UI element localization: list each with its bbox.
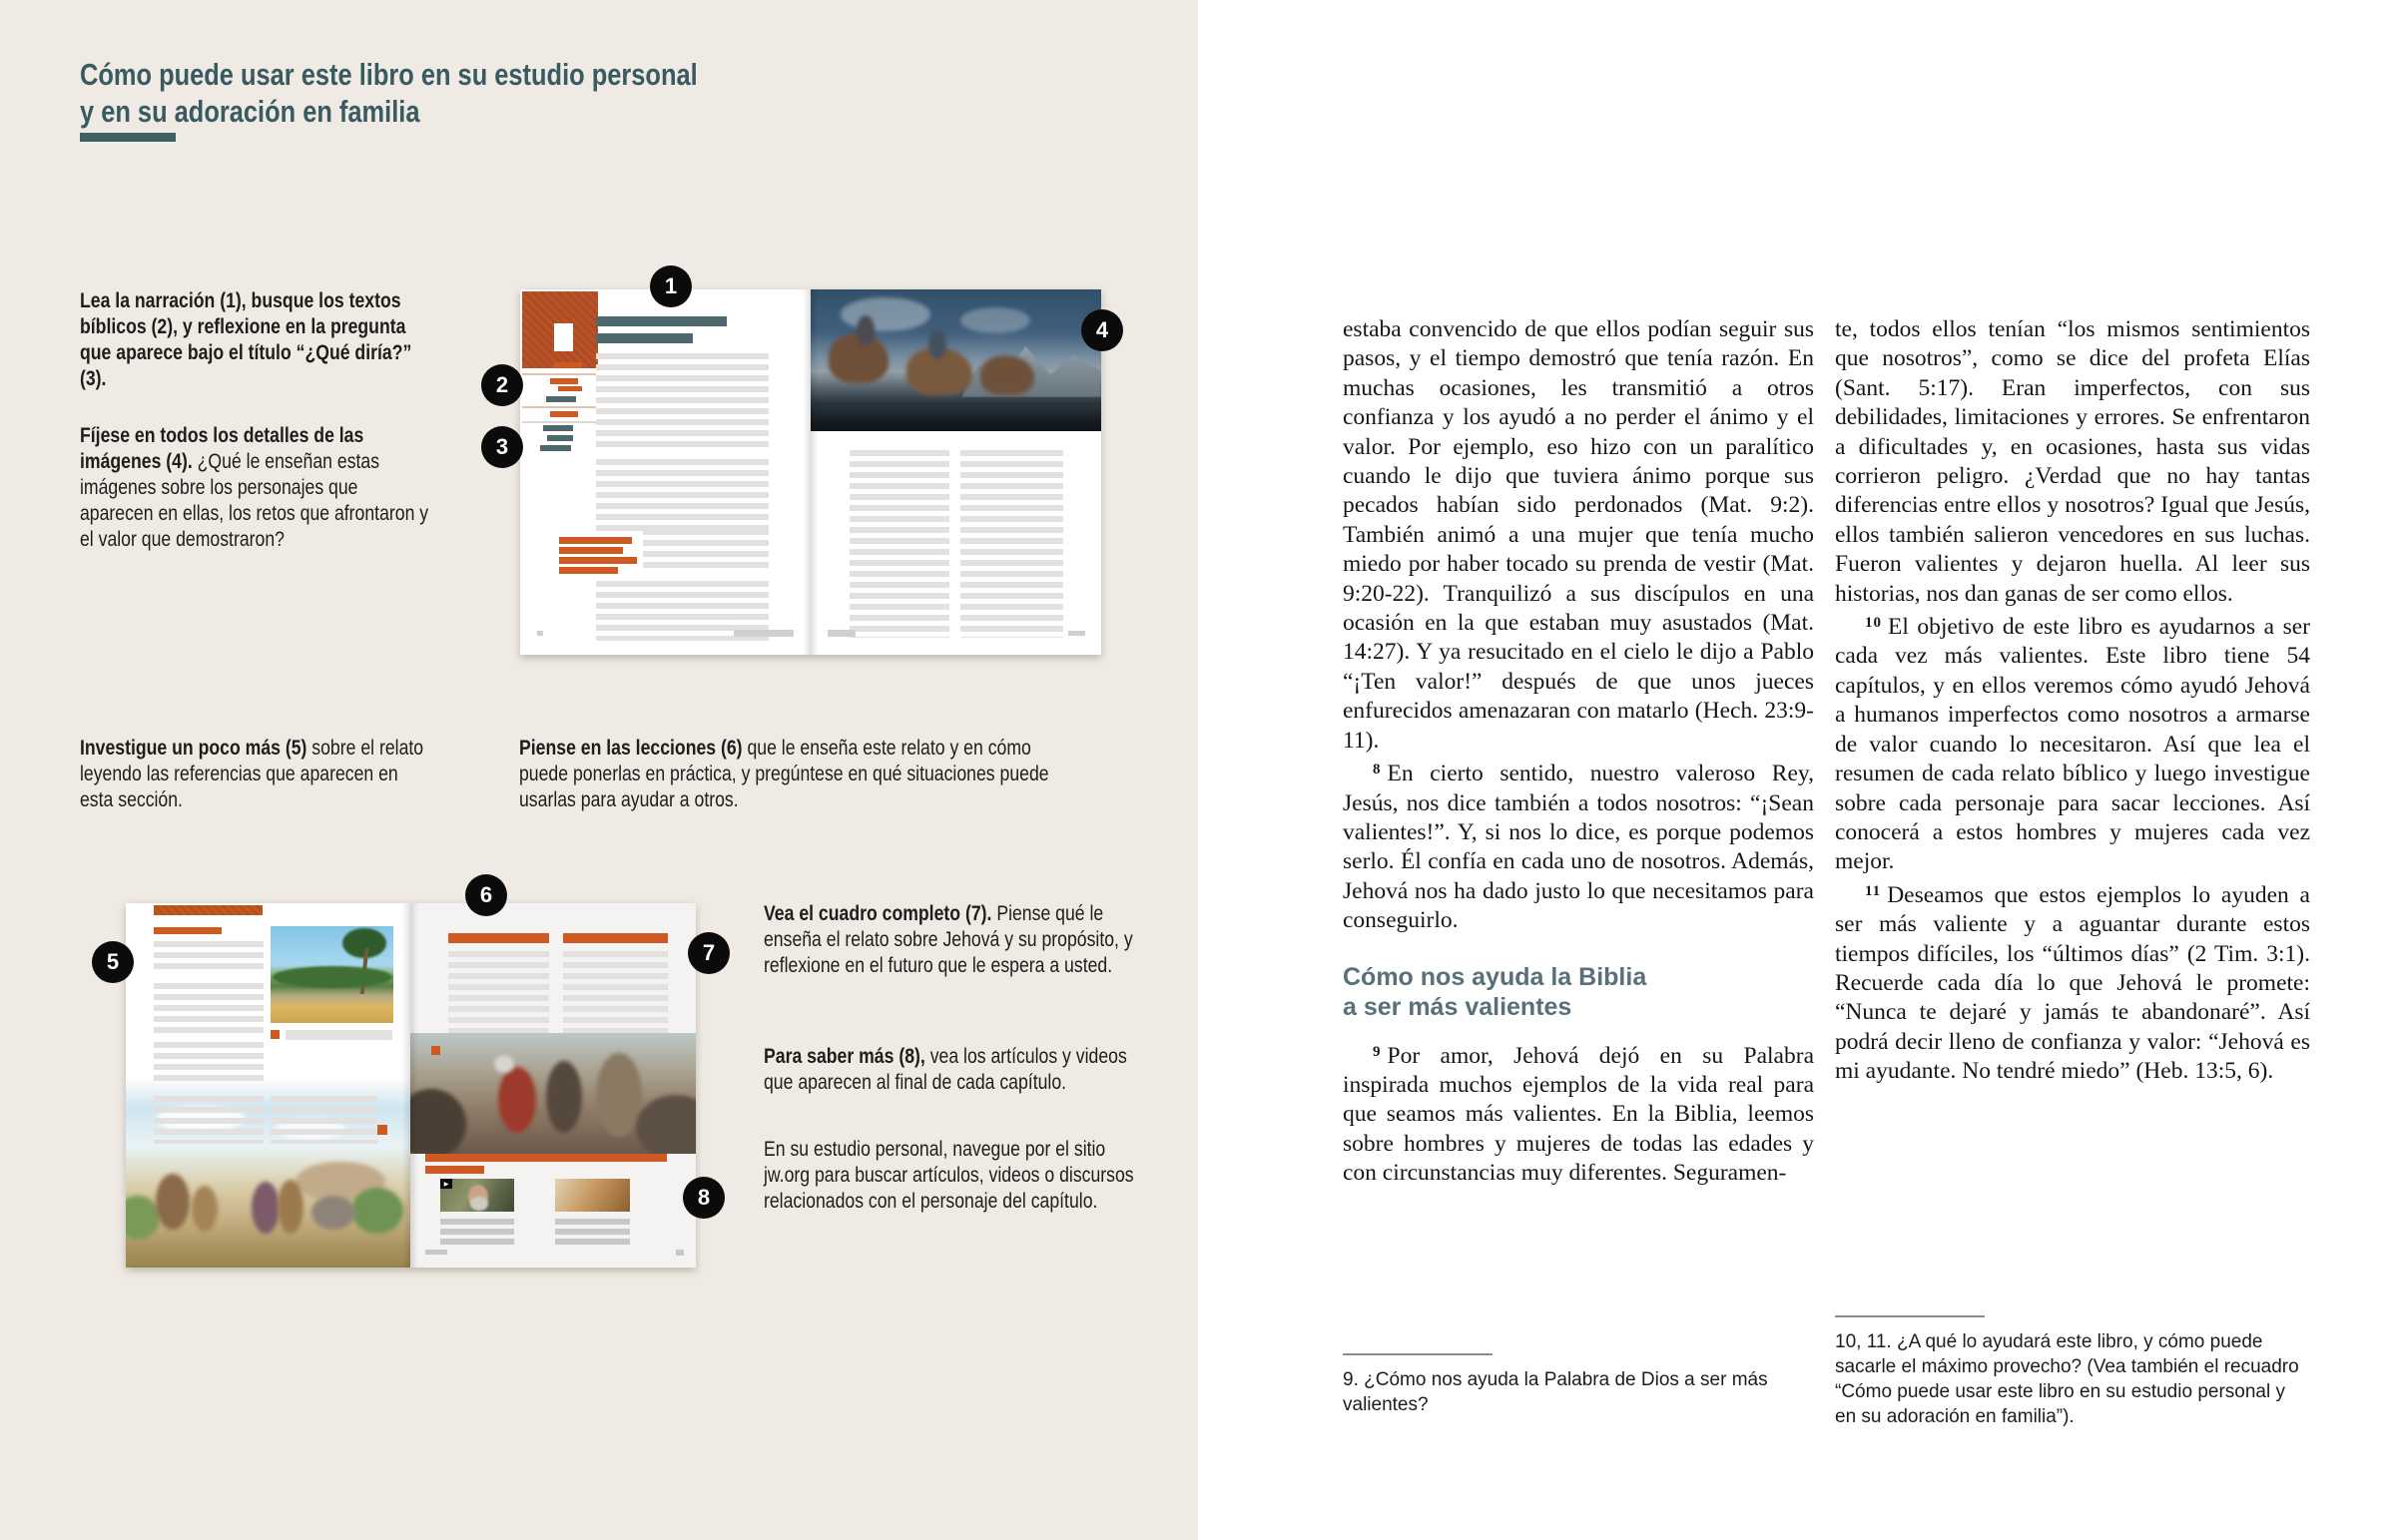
- man-suit-shape: [596, 1053, 642, 1137]
- spread2-thumbnail: [126, 903, 696, 1268]
- learn-more-sub-bar: [425, 1166, 484, 1174]
- footnote-2: 10, 11. ¿A qué lo ayudará este libro, y cómo puede sacarle el máximo provecho? (Vea también el recuadro “Cómo puede usar este libro en su estudio personal y en su adoración en familia”).: [1835, 1315, 2310, 1429]
- caption-marker: [377, 1125, 387, 1135]
- summary-header-bar: [448, 933, 549, 943]
- margin-rule: [522, 421, 596, 423]
- margin-ref: [546, 396, 576, 402]
- question-box-line: [559, 547, 623, 554]
- paragraph: estaba convencido de que ellos podían seguir sus pasos, y el tiempo demostró que tenía razón. En muchas ocasiones, les transmitió a otros confianza y los ayudó a no perder el ánimo y el valor. Por ejemplo, eso hizo con un paralítico cuando le dijo que tuviera ánimo porque sus pecados habían sido perdonados (Mat. 9:2). También animó a una mujer que tenía mucho miedo por haber tocado su prenda de vestir (Mat. 9:20-22). Tranquilizó a sus discípulos en una ocasión en la que estaban muy asustados (Mat. 14:27). Y ya resucitado en el cielo le dijo a Pablo “¡Ten valor!” después de que unos jueces enfurecidos amenazaran con matarlo (Hech. 23:9-11).: [1343, 316, 1814, 754]
- crowd-shape: [636, 1095, 696, 1154]
- paragraph-10: $^{10}$ El objetivo de este libro es ayudarnos a ser cada vez más valientes. Este libro tiene 54 capítulos, y en ellos veremos cómo ayudó Jehová a humanos imperfectos como nosotros a armarse de valor cuando lo necesitaron. Así que lea el resumen de cada relato bíblico y luego investigue sobre cada personaje para sacar lecciones. Así conocerá a estos hombres y mujeres cada vez mejor.: [1835, 614, 2310, 875]
- paragraph-number: 11: [1865, 882, 1882, 899]
- text-placeholder: [271, 1096, 377, 1144]
- margin-rule: [522, 406, 596, 408]
- margin-ref: [540, 445, 571, 451]
- gray-hair-shape: [494, 1055, 514, 1073]
- caption-placeholder: [286, 1030, 392, 1040]
- page-number-placeholder: [676, 1250, 684, 1256]
- footnote-rule: [1835, 1315, 1985, 1317]
- text-placeholder: [960, 450, 1063, 638]
- crowd-shape: [410, 1089, 466, 1154]
- camel-shape: [980, 355, 1034, 395]
- paragraph: te, todos ellos tenían “los mismos sentimientos que nosotros”, como se dice del profeta Elías (Sant. 5:17). Eran imperfectos, con sus debilidades, limitaciones y errores. Se enfrentaron a dificultades y, en ocasiones, hasta sus vidas corrieron peligro. ¿Verdad que no hay tantas diferencias entre ellos y nosotros? Igual que Jesús, ellos también salieron vencedores en sus luchas. Fueron valientes y dejaron huella. Al leer sus historias, nos dan ganas de ser como ellos.: [1835, 316, 2310, 607]
- instruction-investigate: Investigue un poco más (5) sobre el relato leyendo las referencias que aparecen en esta sección.: [80, 737, 424, 811]
- text-placeholder: [154, 1042, 264, 1082]
- footnote-1: 9. ¿Cómo nos ayuda la Palabra de Dios a ser más valientes?: [1343, 1353, 1812, 1417]
- traveler-shape: [252, 1182, 280, 1234]
- traveler-shape: [192, 1186, 218, 1232]
- video-thumbnail-1: [440, 1179, 514, 1212]
- bush-shape: [351, 1188, 403, 1234]
- text-placeholder: [154, 941, 264, 974]
- instruction-big-picture: Vea el cuadro completo (7). Piense qué le enseña el relato sobre Jehová y su propósito, y reflexione en el futuro que le espera a usted.: [764, 902, 1133, 977]
- beard-shape: [470, 1197, 488, 1211]
- instruction-lessons: Piense en las lecciones (6) que le enseña este relato y en cómo puede ponerlas en práctica, y pregúntese en qué situaciones puede usarlas para ayudar a otros.: [519, 737, 1049, 811]
- text-placeholder: [154, 983, 264, 1033]
- margin-ref: [550, 378, 578, 384]
- spread1-thumbnail: [520, 289, 1101, 655]
- page-number-placeholder: [537, 631, 543, 636]
- woman-red-dress-shape: [498, 1067, 536, 1133]
- paragraph-number: 10: [1865, 615, 1882, 632]
- page-gutter: [402, 903, 418, 1268]
- callout-7: 7: [688, 932, 730, 974]
- text-placeholder: [850, 450, 949, 638]
- footer-placeholder: [734, 630, 794, 637]
- paragraph-11: $^{11}$ Deseamos que estos ejemplos lo ayuden a ser más valiente y a aguantar durante estos tiempos difíciles, los “últimos días” (2 Tim. 3:1). Recuerde cada día lo que Jehová le promete: “Nunca te dejaré y jamás te abandonaré”. Así podrá decir lleno de confianza y valor: “Jehová es mi ayudante. No tendré miedo” (Heb. 13:5, 6).: [1835, 881, 2310, 1085]
- paragraph-number: 9: [1373, 1043, 1382, 1060]
- traveler-shape: [278, 1180, 303, 1234]
- rider-shape: [857, 315, 875, 345]
- learn-more-title-bar: [425, 1154, 667, 1162]
- section-subhead: Cómo nos ayuda la Biblia a ser más valientes: [1343, 962, 1647, 1021]
- bush-shape: [126, 1196, 160, 1240]
- callout-6: 6: [465, 874, 507, 916]
- page-number-placeholder: [1068, 631, 1085, 636]
- margin-ref: [550, 411, 578, 417]
- caption-marker: [271, 1030, 280, 1039]
- text-placeholder: [643, 529, 769, 573]
- callout-8: 8: [683, 1177, 725, 1219]
- margin-ref: [558, 386, 582, 391]
- donkey-shape: [311, 1196, 355, 1230]
- video-thumbnail-2: [555, 1179, 630, 1212]
- text-placeholder: [154, 1096, 264, 1144]
- summary-header-bar: [563, 933, 668, 943]
- question-box-line: [559, 567, 618, 574]
- video-caption-placeholder: [440, 1219, 514, 1245]
- callout-4: 4: [1081, 309, 1123, 351]
- footer-placeholder: [425, 1250, 447, 1255]
- callout-5: 5: [92, 941, 134, 983]
- page-gutter: [803, 289, 819, 655]
- traveler-shape: [156, 1174, 190, 1230]
- chapter-number-placeholder: [554, 323, 573, 351]
- section-subtitle-bar: [154, 927, 222, 934]
- paragraph-8: $^8$ En cierto sentido, nuestro valeroso Rey, Jesús, nos dice también a todos nosotros: “¡Sean valientes!”. Y, si nos lo dice, es porque podemos serlo. Él confía en cada uno de nosotros. Además, Jehová nos ha dado justo lo que necesitamos para conseguirlo.: [1343, 761, 1814, 934]
- palm-grove-shape: [273, 966, 392, 988]
- margin-ref: [547, 435, 573, 441]
- question-box-line: [559, 537, 632, 544]
- foreground-shadow: [811, 409, 1101, 431]
- callout-2: 2: [481, 364, 523, 406]
- footnote-rule: [1343, 1353, 1493, 1355]
- margin-ref: [554, 362, 582, 368]
- section-title-bar: [154, 905, 263, 915]
- chapter-title-placeholder-2: [596, 333, 693, 343]
- chapter-title-placeholder: [596, 316, 727, 326]
- text-placeholder: [448, 951, 549, 1035]
- camel-caravan-photo: [811, 289, 1101, 431]
- margin-rule: [522, 373, 596, 375]
- video-caption-placeholder: [555, 1219, 630, 1245]
- callout-1: 1: [650, 265, 692, 307]
- article-column-1: [1343, 315, 1814, 1353]
- man-suit-shape: [546, 1061, 582, 1133]
- cloud-shape: [841, 297, 930, 331]
- palm-oasis-photo: [271, 926, 393, 1023]
- title-underline-rule: [80, 133, 176, 142]
- instruction-notice-images: Fíjese en todos los detalles de las imágenes (4). ¿Qué le enseñan estas imágenes sobre los personajes que aparecen en ellas, los retos que afrontaron y el valor que demostraron?: [80, 424, 429, 551]
- page-title: Cómo puede usar este libro en su estudio personal y en su adoración en familia: [80, 57, 698, 129]
- paragraph-number: 8: [1373, 762, 1382, 778]
- footer-placeholder: [828, 630, 856, 637]
- text-placeholder: [596, 459, 769, 533]
- instruction-personal-study: En su estudio personal, navegue por el sitio jw.org para buscar artículos, videos o discursos relacionados con el personaje del capítulo.: [764, 1138, 1134, 1213]
- text-placeholder: [563, 951, 668, 1035]
- question-box-line: [559, 557, 637, 564]
- rider-shape: [928, 329, 946, 359]
- callout-3: 3: [481, 426, 523, 468]
- instruction-learn-more: Para saber más (8), vea los artículos y videos que aparecen al final de cada capítulo.: [764, 1045, 1127, 1094]
- margin-ref: [543, 425, 573, 431]
- cloud-shape: [960, 307, 1030, 333]
- instruction-read-narration: Lea la narración (1), busque los textos bíblicos (2), y reflexione en la pregunta que aparece bajo el título “¿Qué diría?” (3).: [80, 289, 412, 390]
- caption-marker: [431, 1046, 440, 1055]
- congregation-photo: [410, 1033, 696, 1154]
- article-column-2: [1835, 315, 2310, 1323]
- text-placeholder: [596, 353, 769, 449]
- play-icon: ▶: [440, 1179, 452, 1189]
- paragraph-9: $^9$ Por amor, Jehová dejó en su Palabra inspirada muchos ejemplos de la vida real para que seamos más valientes. En la Biblia, leemos sobre hombres y mujeres de todas las edades y con circunstancias muy diferentes. Seguramen-: [1343, 1042, 1814, 1187]
